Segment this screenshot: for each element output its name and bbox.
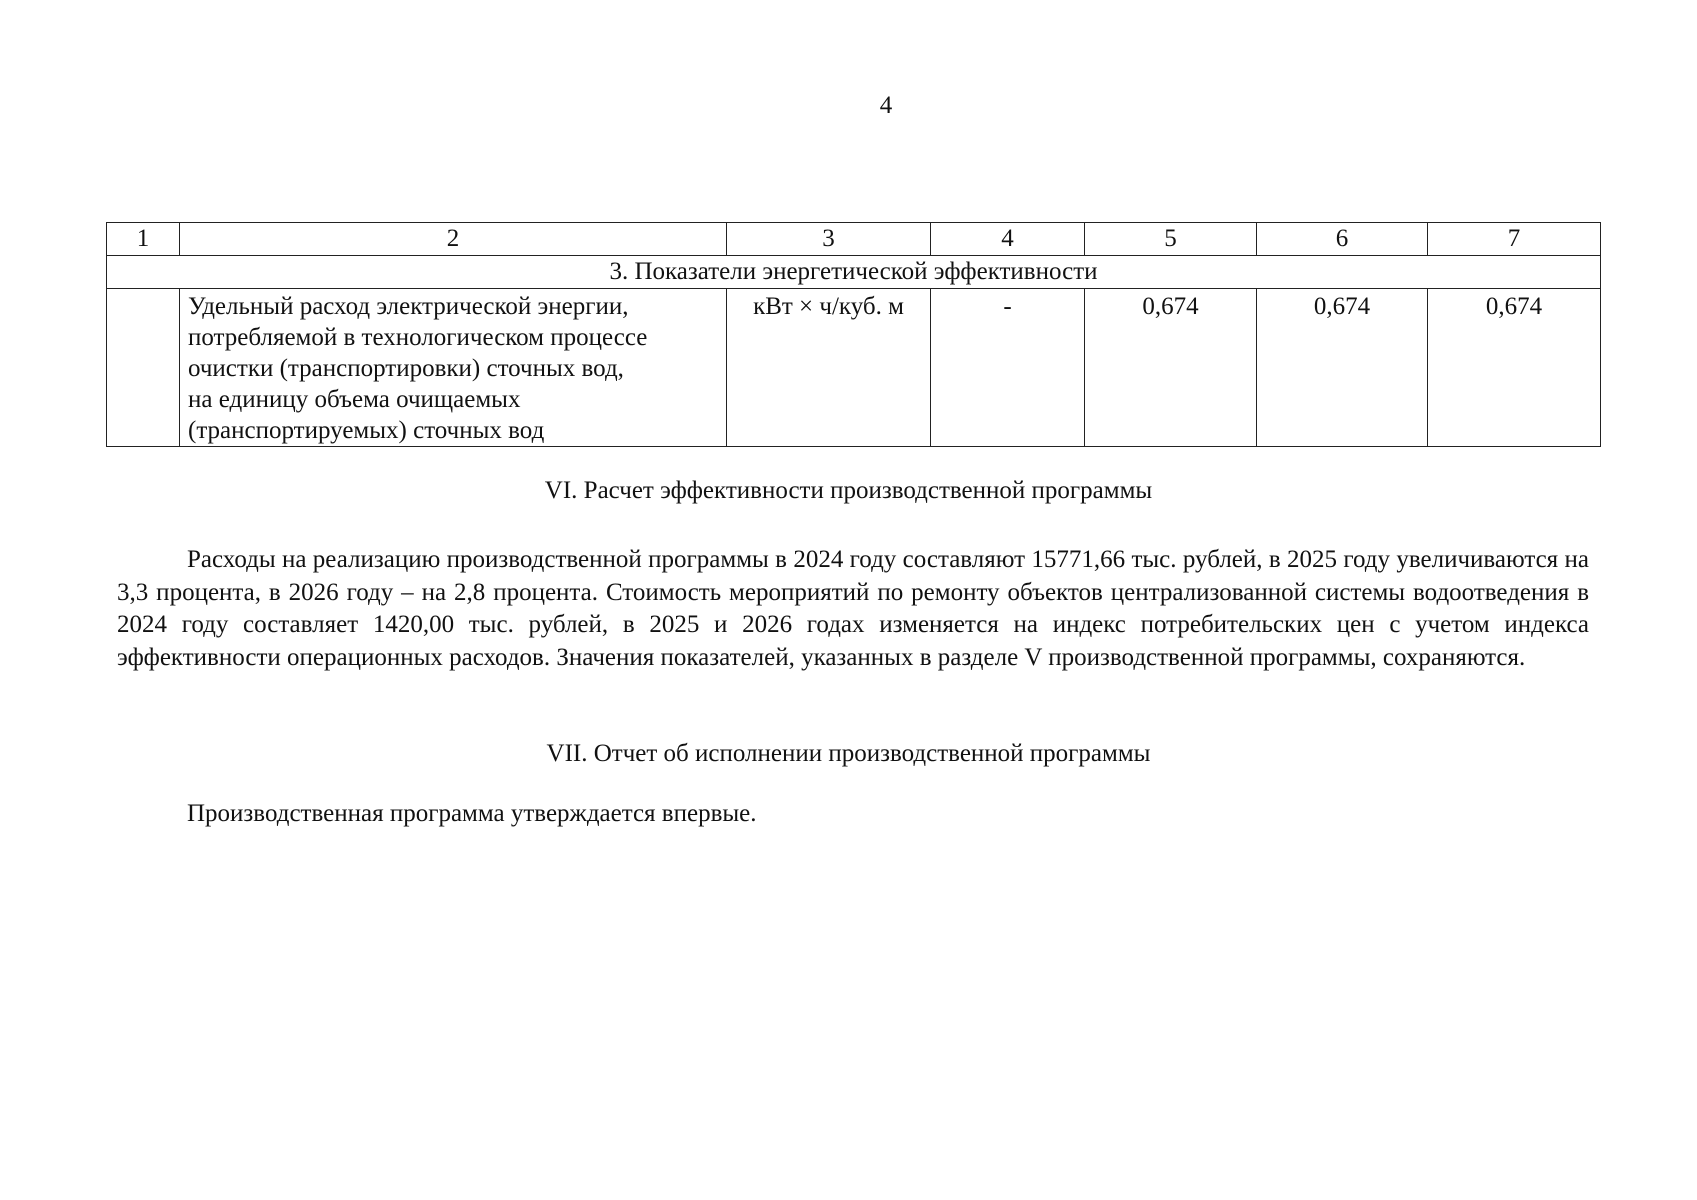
table-header-row (107, 223, 1601, 256)
unit-cell: кВт × ч/куб. м (727, 289, 931, 447)
section-vii-paragraph: Производственная программа утверждается впервые. (187, 800, 757, 827)
header-cell: 7 (1428, 223, 1601, 256)
header-cell: 4 (931, 223, 1085, 256)
section-title-cell: 3. Показатели энергетической эффективности (107, 256, 1601, 289)
value-cell-col7: 0,674 (1428, 289, 1601, 447)
page-number: 4 (879, 92, 893, 119)
indicators-table (106, 222, 1601, 447)
indicator-description-cell (180, 289, 727, 447)
row-number-cell (107, 289, 180, 447)
header-cell: 1 (107, 223, 180, 256)
header-cell: 2 (180, 223, 727, 256)
description-line: на единицу объема очищаемых (188, 386, 521, 413)
header-cell: 3 (727, 223, 931, 256)
section-vii-heading: VII. Отчет об исполнении производственной программы (546, 740, 1151, 767)
table-row (107, 289, 1601, 447)
description-line: (транспортируемых) сточных вод (188, 417, 545, 444)
header-cell: 6 (1257, 223, 1428, 256)
description-line: Удельный расход электрической энергии, (188, 293, 629, 320)
section-vi-heading: VI. Расчет эффективности производственной программы (544, 477, 1153, 504)
description-line: очистки (транспортировки) сточных вод, (188, 355, 624, 382)
value-cell-col6: 0,674 (1257, 289, 1428, 447)
header-cell: 5 (1085, 223, 1257, 256)
value-cell-col5: 0,674 (1085, 289, 1257, 447)
table-section-row (107, 256, 1601, 289)
value-cell-col4: - (931, 289, 1085, 447)
section-vi-paragraph: Расходы на реализацию производственной программы в 2024 году составляют 15771,66 тыс. рублей, в 2025 году увеличиваются на 3,3 процента, в 2026 году – на 2,8 процента. Стоимость мероприятий по ремонту объектов централизованной системы водоотведения в 2024 году составляет 1420,00 тыс. рублей, в 2025 и 2026 годах изменяется на индекс потребительских цен с учетом индекса эффективности операционных расходов. Значения показателей, указанных в разделе V производственной программы, сохраняются. (117, 546, 1589, 671)
description-line: потребляемой в технологическом процессе (188, 324, 648, 351)
